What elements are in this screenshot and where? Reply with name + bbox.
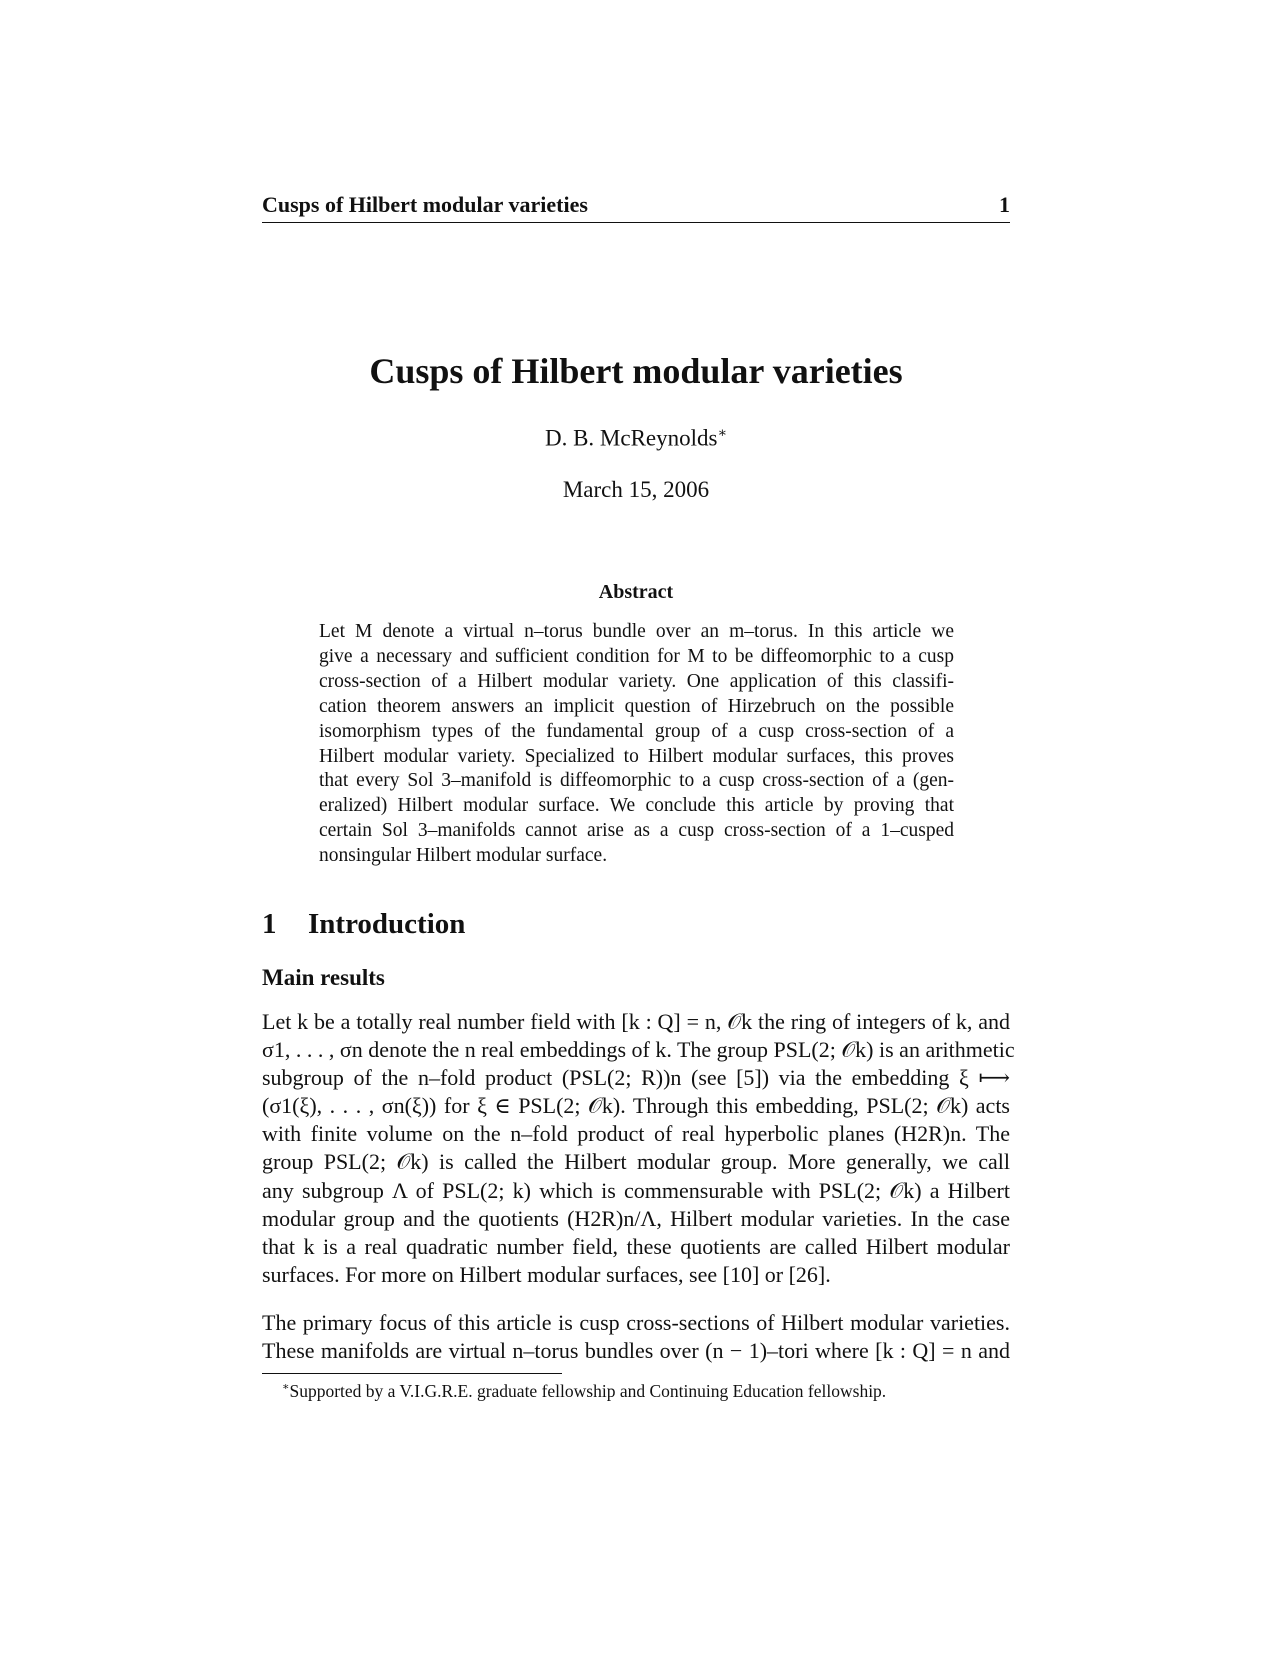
abstract-line: Let M denote a virtual n–torus bundle over an m–torus. In this article we <box>319 621 954 642</box>
running-head <box>262 192 1010 223</box>
abstract-line: eralized) Hilbert modular surface. We conclude this article by proving that <box>319 795 954 817</box>
paragraph-2 <box>262 1309 1010 1365</box>
paragraph-line: Let k be a totally real number field with [k : Q] = n, 𝒪k the ring of integers of k, and <box>262 1009 1010 1034</box>
paragraph-line: that k is a real quadratic number field, these quotients are called Hilbert modular <box>262 1233 1010 1259</box>
abstract-line: Hilbert modular variety. Specialized to Hilbert modular surfaces, this proves <box>319 745 954 767</box>
paragraph-1 <box>262 1008 1015 1289</box>
abstract-body <box>319 620 954 869</box>
paragraph-line: (σ1(ξ), . . . , σn(ξ)) for ξ ∈ PSL(2; 𝒪k). Through this embedding, PSL(2; 𝒪k) acts <box>262 1093 1010 1119</box>
subsection-heading: Main results <box>262 965 385 990</box>
section-heading <box>262 908 465 941</box>
page-number: 1 <box>999 192 1010 217</box>
author-name: D. B. McReynolds <box>544 425 718 451</box>
section-number: 1 <box>262 908 277 940</box>
paragraph-line: These manifolds are virtual n–torus bundles over (n − 1)–tori where [k : Q] = n and <box>262 1338 1010 1364</box>
footnote <box>282 1380 886 1402</box>
date: March 15, 2006 <box>562 477 710 502</box>
paragraph-line: The primary focus of this article is cusp cross-sections of Hilbert modular varieties. <box>262 1310 1010 1335</box>
abstract-line: cross-section of a Hilbert modular variety. One application of this classifi- <box>319 670 954 692</box>
paragraph-line: with finite volume on the n–fold product of real hyperbolic planes (H2R)n. The <box>262 1121 1010 1147</box>
abstract-line: certain Sol 3–manifolds cannot arise as a cusp cross-section of a 1–cusped <box>319 820 954 842</box>
section-title: Introduction <box>308 908 466 940</box>
abstract-line: that every Sol 3–manifold is diffeomorphic to a cusp cross-section of a (gen- <box>319 770 954 792</box>
paragraph-line: surfaces. For more on Hilbert modular surfaces, see [10] or [26]. <box>262 1261 831 1287</box>
abstract-line: give a necessary and sufficient condition for M to be diffeomorphic to a cusp <box>319 645 954 667</box>
footnote-text: Supported by a V.I.G.R.E. graduate fellowship and Continuing Education fellowship. <box>289 1380 887 1401</box>
abstract-heading: Abstract <box>598 581 674 603</box>
paragraph-line: σ1, . . . , σn denote the n real embeddings of k. The group PSL(2; 𝒪k) is an arithmetic <box>262 1037 1015 1063</box>
author-footnote-mark: ∗ <box>717 426 727 441</box>
paper-title: Cusps of Hilbert modular varieties <box>369 351 903 391</box>
abstract-line: nonsingular Hilbert modular surface. <box>319 845 608 867</box>
paragraph-line: subgroup of the n–fold product (PSL(2; R))n (see [5]) via the embedding ξ ⟼ <box>262 1065 1010 1091</box>
paragraph-line: group PSL(2; 𝒪k) is called the Hilbert modular group. More generally, we call <box>262 1149 1010 1175</box>
footnote-rule <box>262 1373 562 1374</box>
paragraph-line: any subgroup Λ of PSL(2; k) which is commensurable with PSL(2; 𝒪k) a Hilbert <box>262 1177 1010 1203</box>
abstract-line: isomorphism types of the fundamental group of a cusp cross-section of a <box>319 720 954 742</box>
footnote-mark: ∗ <box>282 1381 290 1393</box>
abstract-line: cation theorem answers an implicit question of Hirzebruch on the possible <box>319 695 954 717</box>
running-head-title: Cusps of Hilbert modular varieties <box>262 192 588 217</box>
paragraph-line: modular group and the quotients (H2R)n/Λ, Hilbert modular varieties. In the case <box>262 1205 1010 1231</box>
author <box>262 425 1010 452</box>
